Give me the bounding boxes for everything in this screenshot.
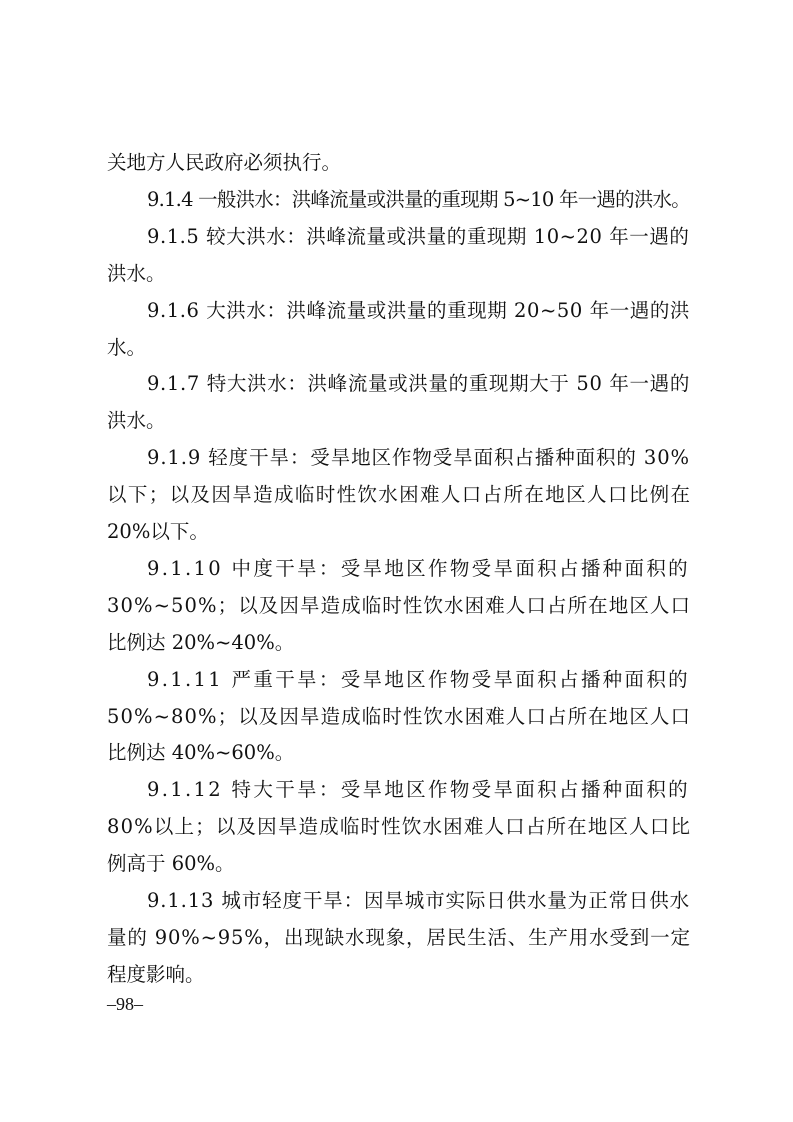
text-line [0, 293, 793, 329]
text-line [0, 219, 793, 255]
page-number: –98– [107, 994, 143, 1014]
text-line [0, 145, 793, 181]
line-text: 50%~80%；以及因旱造成临时性饮水困难人口占所在地区人口 [107, 704, 692, 728]
text-line [0, 182, 793, 218]
text-line [0, 588, 793, 624]
line-text: 关地方人民政府必须执行。 [107, 151, 342, 174]
text-line [0, 809, 793, 845]
line-text: 9.1.12 特大干旱：受旱地区作物受旱面积占播种面积的 [147, 778, 690, 802]
line-text: 9.1.10 中度干旱：受旱地区作物受旱面积占播种面积的 [147, 556, 690, 580]
text-line [0, 477, 793, 513]
text-line [0, 551, 793, 587]
text-line [0, 957, 793, 993]
line-text: 9.1.13 城市轻度干旱：因旱城市实际日供水量为正常日供水 [147, 889, 690, 912]
line-text: 80%以上；以及因旱造成临时性饮水困难人口占所在地区人口比 [107, 815, 692, 839]
line-text: 9.1.5 较大洪水：洪峰流量或洪量的重现期 10~20 年一遇的 [147, 224, 690, 248]
line-text: 9.1.11 严重干旱：受旱地区作物受旱面积占播种面积的 [147, 667, 690, 691]
text-line [0, 625, 793, 661]
line-text: 比例达 20%~40%。 [107, 630, 295, 654]
line-text: 9.1.9 轻度干旱：受旱地区作物受旱面积占播种面积的 30% [147, 446, 690, 470]
text-line [0, 440, 793, 476]
text-line [0, 403, 793, 439]
text-line [0, 846, 793, 882]
line-text: 洪水。 [107, 261, 166, 285]
text-line [0, 772, 793, 808]
line-text: 水。 [107, 335, 147, 359]
line-text: 洪水。 [107, 409, 166, 433]
line-text: 以下；以及因旱造成临时性饮水困难人口占所在地区人口比例在 [107, 483, 692, 507]
line-text: 量的 90%~95%，出现缺水现象，居民生活、生产用水受到一定 [107, 925, 691, 949]
line-text: 9.1.7 特大洪水：洪峰流量或洪量的重现期大于 50 年一遇的 [147, 372, 690, 396]
text-line [0, 883, 793, 919]
line-text: 比例达 40%~60%。 [107, 741, 295, 765]
text-line [0, 920, 793, 956]
text-line [0, 366, 793, 402]
line-text: 30%~50%；以及因旱造成临时性饮水困难人口占所在地区人口 [107, 593, 692, 617]
text-line [0, 514, 793, 550]
text-line [0, 256, 793, 292]
line-text: 20%以下。 [107, 520, 209, 543]
text-line [0, 699, 793, 735]
text-line [0, 662, 793, 698]
line-text: 例高于 60%。 [107, 852, 235, 876]
line-text: 9.1.6 大洪水：洪峰流量或洪量的重现期 20~50 年一遇的洪 [147, 298, 690, 322]
text-line [0, 735, 793, 771]
line-text: 9.1.4 一般洪水：洪峰流量或洪量的重现期 5~10 年一遇的洪水。 [147, 187, 690, 211]
line-text: 程度影响。 [107, 962, 205, 986]
text-line [0, 330, 793, 366]
